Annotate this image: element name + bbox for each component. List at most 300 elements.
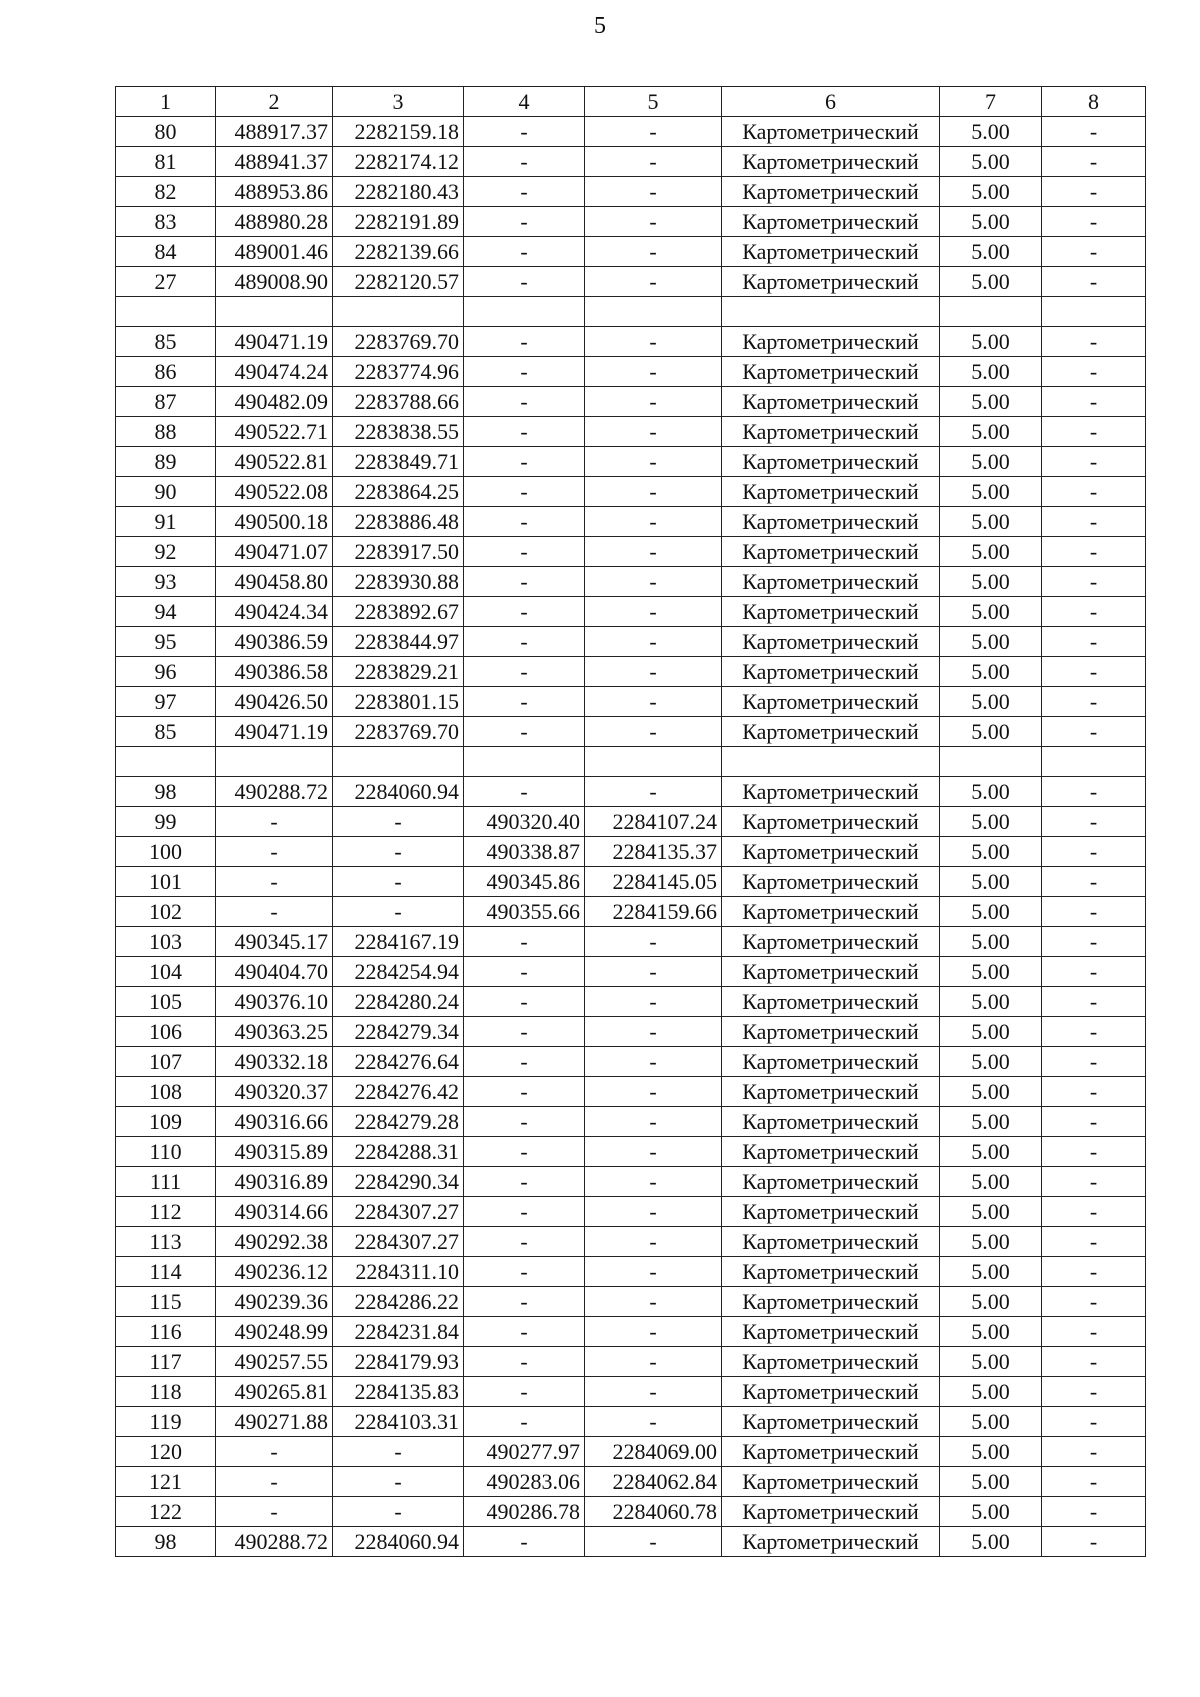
table-row — [116, 1107, 1146, 1137]
point-number-cell: 106 — [116, 1017, 216, 1047]
point-number-cell: 112 — [116, 1197, 216, 1227]
existing-x-cell — [216, 747, 333, 777]
new-y-cell: 2284062.84 — [585, 1467, 722, 1497]
new-x-cell: - — [464, 1377, 585, 1407]
new-x-cell: - — [464, 477, 585, 507]
method-cell: Картометрический — [722, 147, 940, 177]
new-x-cell: - — [464, 717, 585, 747]
description-cell: - — [1042, 837, 1146, 867]
table-row — [116, 897, 1146, 927]
existing-y-cell: 2282174.12 — [333, 147, 464, 177]
new-x-cell: - — [464, 777, 585, 807]
method-cell: Картометрический — [722, 537, 940, 567]
new-x-cell: 490355.66 — [464, 897, 585, 927]
new-x-cell: - — [464, 1017, 585, 1047]
table-row — [116, 1437, 1146, 1467]
existing-x-cell: 490376.10 — [216, 987, 333, 1017]
method-cell: Картометрический — [722, 1467, 940, 1497]
new-y-cell: - — [585, 567, 722, 597]
table-row — [116, 357, 1146, 387]
existing-y-cell: 2282139.66 — [333, 237, 464, 267]
new-x-cell: - — [464, 957, 585, 987]
existing-x-cell: 490248.99 — [216, 1317, 333, 1347]
point-number-cell: 104 — [116, 957, 216, 987]
point-number-cell: 113 — [116, 1227, 216, 1257]
accuracy-cell: 5.00 — [940, 207, 1042, 237]
accuracy-cell: 5.00 — [940, 807, 1042, 837]
accuracy-cell: 5.00 — [940, 177, 1042, 207]
table-row — [116, 117, 1146, 147]
description-cell: - — [1042, 987, 1146, 1017]
point-number-cell: 103 — [116, 927, 216, 957]
description-cell: - — [1042, 207, 1146, 237]
existing-y-cell: 2283774.96 — [333, 357, 464, 387]
accuracy-cell: 5.00 — [940, 447, 1042, 477]
table-row — [116, 1377, 1146, 1407]
existing-x-cell: 490316.89 — [216, 1167, 333, 1197]
existing-x-cell: 490522.81 — [216, 447, 333, 477]
existing-x-cell: 488953.86 — [216, 177, 333, 207]
new-x-cell: 490286.78 — [464, 1497, 585, 1527]
point-number-cell: 107 — [116, 1047, 216, 1077]
description-cell: - — [1042, 1527, 1146, 1557]
method-cell: Картометрический — [722, 357, 940, 387]
existing-y-cell: 2284311.10 — [333, 1257, 464, 1287]
table-row — [116, 1347, 1146, 1377]
method-cell: Картометрический — [722, 627, 940, 657]
description-cell — [1042, 297, 1146, 327]
description-cell: - — [1042, 1017, 1146, 1047]
accuracy-cell: 5.00 — [940, 1107, 1042, 1137]
point-number-cell: 120 — [116, 1437, 216, 1467]
method-cell: Картометрический — [722, 597, 940, 627]
new-x-cell — [464, 297, 585, 327]
existing-x-cell: 490386.59 — [216, 627, 333, 657]
method-cell: Картометрический — [722, 837, 940, 867]
new-y-cell: - — [585, 177, 722, 207]
header-cell: 6 — [722, 87, 940, 117]
accuracy-cell: 5.00 — [940, 417, 1042, 447]
accuracy-cell: 5.00 — [940, 387, 1042, 417]
new-y-cell: - — [585, 627, 722, 657]
new-x-cell: - — [464, 1227, 585, 1257]
existing-y-cell: 2284103.31 — [333, 1407, 464, 1437]
existing-y-cell: 2283864.25 — [333, 477, 464, 507]
description-cell: - — [1042, 1467, 1146, 1497]
description-cell: - — [1042, 1167, 1146, 1197]
method-cell: Картометрический — [722, 1437, 940, 1467]
new-x-cell: - — [464, 357, 585, 387]
table-row — [116, 1497, 1146, 1527]
table-row — [116, 1167, 1146, 1197]
new-x-cell: - — [464, 1107, 585, 1137]
table-row — [116, 537, 1146, 567]
new-x-cell: - — [464, 117, 585, 147]
new-x-cell: - — [464, 987, 585, 1017]
existing-x-cell: 490271.88 — [216, 1407, 333, 1437]
existing-y-cell: 2282180.43 — [333, 177, 464, 207]
existing-x-cell: 490363.25 — [216, 1017, 333, 1047]
existing-y-cell: - — [333, 837, 464, 867]
description-cell: - — [1042, 1257, 1146, 1287]
point-number-cell: 84 — [116, 237, 216, 267]
method-cell: Картометрический — [722, 477, 940, 507]
new-x-cell: - — [464, 1167, 585, 1197]
existing-x-cell: 490315.89 — [216, 1137, 333, 1167]
description-cell: - — [1042, 537, 1146, 567]
new-y-cell: 2284069.00 — [585, 1437, 722, 1467]
method-cell: Картометрический — [722, 1317, 940, 1347]
table-row — [116, 1467, 1146, 1497]
new-y-cell: - — [585, 1227, 722, 1257]
existing-y-cell: 2284060.94 — [333, 777, 464, 807]
method-cell: Картометрический — [722, 1497, 940, 1527]
existing-y-cell: 2283769.70 — [333, 327, 464, 357]
existing-x-cell: 490458.80 — [216, 567, 333, 597]
new-y-cell: 2284159.66 — [585, 897, 722, 927]
new-x-cell: - — [464, 687, 585, 717]
new-x-cell: - — [464, 1197, 585, 1227]
description-cell: - — [1042, 627, 1146, 657]
existing-y-cell: 2284231.84 — [333, 1317, 464, 1347]
accuracy-cell: 5.00 — [940, 1077, 1042, 1107]
accuracy-cell: 5.00 — [940, 1377, 1042, 1407]
method-cell: Картометрический — [722, 987, 940, 1017]
table-row — [116, 687, 1146, 717]
description-cell: - — [1042, 1407, 1146, 1437]
new-x-cell: - — [464, 1287, 585, 1317]
point-number-cell: 88 — [116, 417, 216, 447]
method-cell: Картометрический — [722, 1047, 940, 1077]
existing-y-cell: 2284279.34 — [333, 1017, 464, 1047]
existing-x-cell: 490522.08 — [216, 477, 333, 507]
new-y-cell: - — [585, 1017, 722, 1047]
new-y-cell: 2284145.05 — [585, 867, 722, 897]
new-y-cell: - — [585, 387, 722, 417]
table-body — [116, 87, 1146, 1557]
table-row — [116, 177, 1146, 207]
accuracy-cell: 5.00 — [940, 117, 1042, 147]
new-y-cell: 2284135.37 — [585, 837, 722, 867]
table-row — [116, 1257, 1146, 1287]
method-cell: Картометрический — [722, 1137, 940, 1167]
description-cell: - — [1042, 177, 1146, 207]
separator-row — [116, 297, 1146, 327]
point-number-cell: 98 — [116, 777, 216, 807]
method-cell: Картометрический — [722, 657, 940, 687]
new-x-cell: - — [464, 567, 585, 597]
method-cell: Картометрический — [722, 1347, 940, 1377]
accuracy-cell: 5.00 — [940, 717, 1042, 747]
existing-x-cell: 490482.09 — [216, 387, 333, 417]
method-cell: Картометрический — [722, 1287, 940, 1317]
new-y-cell: - — [585, 1167, 722, 1197]
existing-y-cell: 2284135.83 — [333, 1377, 464, 1407]
new-y-cell: - — [585, 1107, 722, 1137]
description-cell: - — [1042, 1107, 1146, 1137]
accuracy-cell: 5.00 — [940, 1407, 1042, 1437]
existing-y-cell: 2283930.88 — [333, 567, 464, 597]
existing-x-cell: 490471.07 — [216, 537, 333, 567]
existing-x-cell: 490239.36 — [216, 1287, 333, 1317]
header-cell: 4 — [464, 87, 585, 117]
existing-y-cell: 2283892.67 — [333, 597, 464, 627]
new-x-cell: - — [464, 1347, 585, 1377]
table-row — [116, 1197, 1146, 1227]
accuracy-cell: 5.00 — [940, 1437, 1042, 1467]
new-x-cell: - — [464, 927, 585, 957]
point-number-cell: 93 — [116, 567, 216, 597]
table-row — [116, 867, 1146, 897]
method-cell: Картометрический — [722, 387, 940, 417]
accuracy-cell: 5.00 — [940, 867, 1042, 897]
header-cell: 3 — [333, 87, 464, 117]
header-cell: 8 — [1042, 87, 1146, 117]
description-cell: - — [1042, 897, 1146, 927]
table-row — [116, 1527, 1146, 1557]
method-cell: Картометрический — [722, 1407, 940, 1437]
method-cell: Картометрический — [722, 177, 940, 207]
new-x-cell: - — [464, 417, 585, 447]
existing-x-cell: 488980.28 — [216, 207, 333, 237]
accuracy-cell: 5.00 — [940, 627, 1042, 657]
accuracy-cell: 5.00 — [940, 957, 1042, 987]
existing-y-cell: 2284307.27 — [333, 1197, 464, 1227]
existing-y-cell: 2284280.24 — [333, 987, 464, 1017]
existing-x-cell: 490257.55 — [216, 1347, 333, 1377]
table-row — [116, 717, 1146, 747]
table-row — [116, 1227, 1146, 1257]
existing-y-cell — [333, 747, 464, 777]
table-row — [116, 237, 1146, 267]
accuracy-cell: 5.00 — [940, 507, 1042, 537]
existing-y-cell: 2283886.48 — [333, 507, 464, 537]
method-cell: Картометрический — [722, 927, 940, 957]
table-row — [116, 1287, 1146, 1317]
accuracy-cell: 5.00 — [940, 1287, 1042, 1317]
existing-y-cell: 2284179.93 — [333, 1347, 464, 1377]
new-x-cell: - — [464, 1047, 585, 1077]
new-x-cell: - — [464, 597, 585, 627]
existing-x-cell: 490500.18 — [216, 507, 333, 537]
new-y-cell: - — [585, 327, 722, 357]
description-cell: - — [1042, 597, 1146, 627]
accuracy-cell: 5.00 — [940, 1017, 1042, 1047]
accuracy-cell: 5.00 — [940, 477, 1042, 507]
new-y-cell: 2284107.24 — [585, 807, 722, 837]
method-cell: Картометрический — [722, 327, 940, 357]
table-row — [116, 1137, 1146, 1167]
description-cell: - — [1042, 447, 1146, 477]
accuracy-cell: 5.00 — [940, 597, 1042, 627]
description-cell: - — [1042, 117, 1146, 147]
point-number-cell: 85 — [116, 717, 216, 747]
accuracy-cell — [940, 297, 1042, 327]
existing-y-cell: 2282120.57 — [333, 267, 464, 297]
existing-x-cell: 490424.34 — [216, 597, 333, 627]
table-row — [116, 837, 1146, 867]
accuracy-cell — [940, 747, 1042, 777]
existing-x-cell: 490265.81 — [216, 1377, 333, 1407]
new-x-cell: - — [464, 327, 585, 357]
method-cell: Картометрический — [722, 687, 940, 717]
accuracy-cell: 5.00 — [940, 1167, 1042, 1197]
existing-x-cell: 490386.58 — [216, 657, 333, 687]
existing-x-cell: - — [216, 1437, 333, 1467]
new-y-cell: - — [585, 597, 722, 627]
new-y-cell: - — [585, 147, 722, 177]
accuracy-cell: 5.00 — [940, 1227, 1042, 1257]
table-row — [116, 957, 1146, 987]
description-cell: - — [1042, 267, 1146, 297]
point-number-cell: 122 — [116, 1497, 216, 1527]
existing-x-cell: - — [216, 867, 333, 897]
new-y-cell: - — [585, 447, 722, 477]
new-y-cell: - — [585, 1347, 722, 1377]
point-number-cell: 94 — [116, 597, 216, 627]
header-cell: 2 — [216, 87, 333, 117]
existing-x-cell: - — [216, 807, 333, 837]
accuracy-cell: 5.00 — [940, 897, 1042, 927]
description-cell: - — [1042, 777, 1146, 807]
method-cell: Картометрический — [722, 447, 940, 477]
new-x-cell: - — [464, 207, 585, 237]
existing-x-cell: 490471.19 — [216, 327, 333, 357]
method-cell: Картометрический — [722, 1017, 940, 1047]
existing-y-cell: 2284286.22 — [333, 1287, 464, 1317]
point-number-cell: 109 — [116, 1107, 216, 1137]
description-cell: - — [1042, 657, 1146, 687]
existing-y-cell — [333, 297, 464, 327]
description-cell: - — [1042, 1227, 1146, 1257]
method-cell: Картометрический — [722, 717, 940, 747]
coordinates-table — [115, 86, 1146, 1557]
new-x-cell: - — [464, 1257, 585, 1287]
point-number-cell: 102 — [116, 897, 216, 927]
table-row — [116, 1317, 1146, 1347]
accuracy-cell: 5.00 — [940, 1197, 1042, 1227]
existing-x-cell: 488941.37 — [216, 147, 333, 177]
page-number: 5 — [594, 13, 606, 39]
table-row — [116, 807, 1146, 837]
method-cell: Картометрический — [722, 117, 940, 147]
table-row — [116, 147, 1146, 177]
new-y-cell: - — [585, 417, 722, 447]
accuracy-cell: 5.00 — [940, 1317, 1042, 1347]
new-x-cell: - — [464, 147, 585, 177]
existing-x-cell: 490292.38 — [216, 1227, 333, 1257]
new-y-cell: - — [585, 117, 722, 147]
point-number-cell: 114 — [116, 1257, 216, 1287]
method-cell: Картометрический — [722, 1527, 940, 1557]
table-row — [116, 777, 1146, 807]
point-number-cell: 89 — [116, 447, 216, 477]
existing-x-cell: - — [216, 1497, 333, 1527]
existing-x-cell: 490332.18 — [216, 1047, 333, 1077]
method-cell: Картометрический — [722, 1197, 940, 1227]
new-y-cell: - — [585, 1377, 722, 1407]
point-number-cell: 99 — [116, 807, 216, 837]
existing-x-cell: 490320.37 — [216, 1077, 333, 1107]
existing-y-cell: 2283917.50 — [333, 537, 464, 567]
existing-y-cell: - — [333, 897, 464, 927]
new-x-cell: - — [464, 387, 585, 417]
new-x-cell: - — [464, 447, 585, 477]
new-x-cell: - — [464, 267, 585, 297]
description-cell: - — [1042, 957, 1146, 987]
new-x-cell — [464, 747, 585, 777]
separator-row — [116, 747, 1146, 777]
accuracy-cell: 5.00 — [940, 567, 1042, 597]
table-row — [116, 1407, 1146, 1437]
point-number-cell: 85 — [116, 327, 216, 357]
existing-y-cell: 2283801.15 — [333, 687, 464, 717]
existing-y-cell: 2284276.64 — [333, 1047, 464, 1077]
new-y-cell: - — [585, 1047, 722, 1077]
description-cell: - — [1042, 1137, 1146, 1167]
method-cell — [722, 297, 940, 327]
description-cell: - — [1042, 1077, 1146, 1107]
table-row — [116, 327, 1146, 357]
description-cell: - — [1042, 1287, 1146, 1317]
existing-y-cell: 2284290.34 — [333, 1167, 464, 1197]
accuracy-cell: 5.00 — [940, 327, 1042, 357]
new-y-cell: - — [585, 1197, 722, 1227]
new-y-cell: - — [585, 207, 722, 237]
accuracy-cell: 5.00 — [940, 927, 1042, 957]
existing-y-cell: - — [333, 807, 464, 837]
point-number-cell: 105 — [116, 987, 216, 1017]
point-number-cell: 27 — [116, 267, 216, 297]
point-number-cell: 111 — [116, 1167, 216, 1197]
existing-x-cell: 490288.72 — [216, 777, 333, 807]
point-number-cell: 117 — [116, 1347, 216, 1377]
existing-y-cell: 2284288.31 — [333, 1137, 464, 1167]
new-y-cell: - — [585, 717, 722, 747]
point-number-cell: 101 — [116, 867, 216, 897]
description-cell: - — [1042, 1047, 1146, 1077]
method-cell: Картометрический — [722, 1167, 940, 1197]
new-x-cell: - — [464, 1527, 585, 1557]
point-number-cell: 108 — [116, 1077, 216, 1107]
new-y-cell: - — [585, 1317, 722, 1347]
existing-y-cell: 2284276.42 — [333, 1077, 464, 1107]
description-cell: - — [1042, 567, 1146, 597]
table-row — [116, 627, 1146, 657]
new-y-cell: - — [585, 1257, 722, 1287]
point-number-cell: 91 — [116, 507, 216, 537]
table-row — [116, 1047, 1146, 1077]
new-y-cell: - — [585, 1137, 722, 1167]
existing-x-cell: 490288.72 — [216, 1527, 333, 1557]
new-y-cell: - — [585, 537, 722, 567]
method-cell — [722, 747, 940, 777]
accuracy-cell: 5.00 — [940, 237, 1042, 267]
description-cell: - — [1042, 507, 1146, 537]
existing-x-cell: 490316.66 — [216, 1107, 333, 1137]
description-cell: - — [1042, 1347, 1146, 1377]
description-cell — [1042, 747, 1146, 777]
point-number-cell: 97 — [116, 687, 216, 717]
existing-y-cell: 2284279.28 — [333, 1107, 464, 1137]
table-row — [116, 567, 1146, 597]
point-number-cell: 115 — [116, 1287, 216, 1317]
new-x-cell: - — [464, 657, 585, 687]
method-cell: Картометрический — [722, 507, 940, 537]
description-cell: - — [1042, 387, 1146, 417]
header-cell: 7 — [940, 87, 1042, 117]
method-cell: Картометрический — [722, 207, 940, 237]
